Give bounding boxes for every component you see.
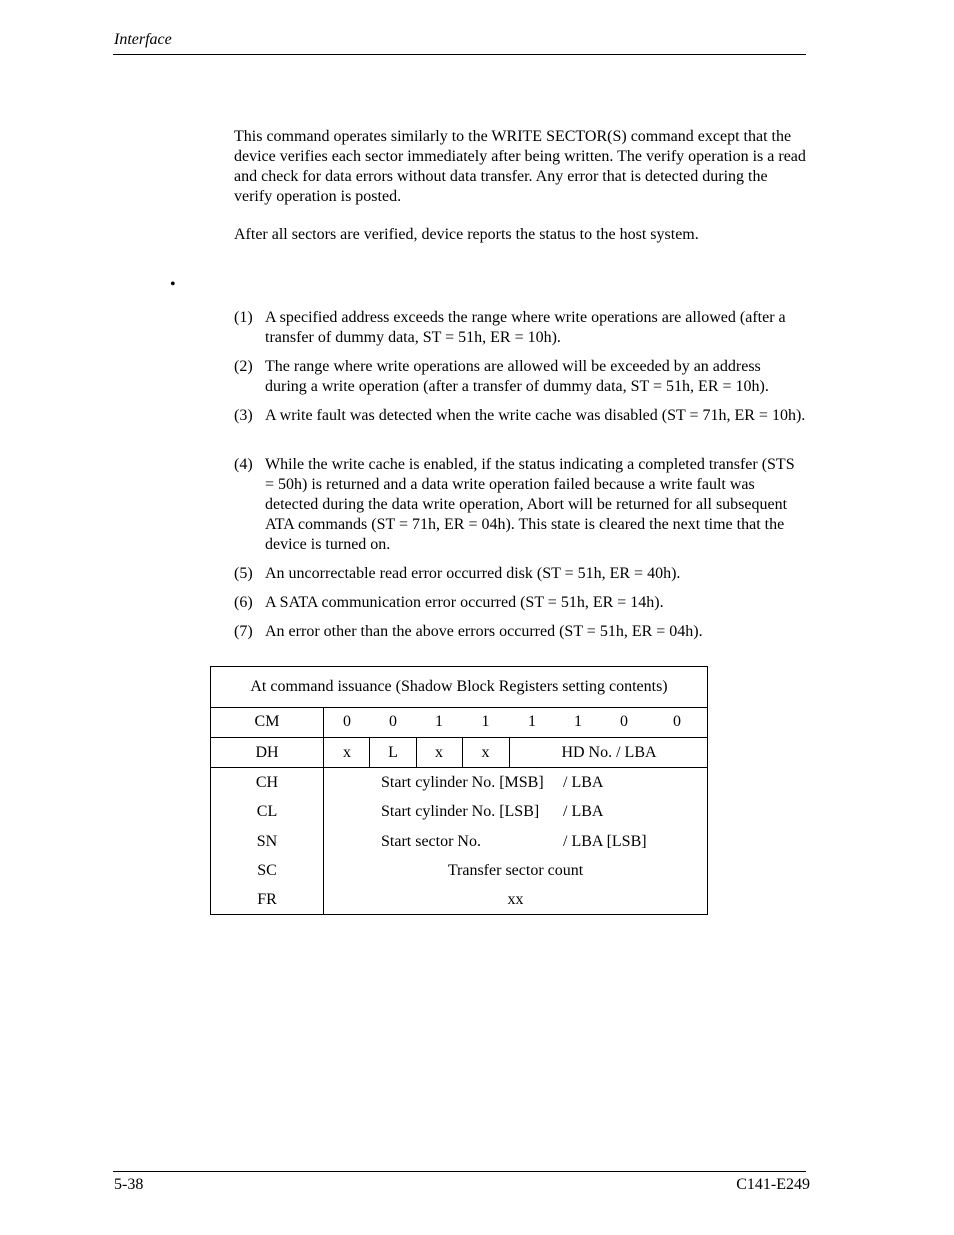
dh-label: DH — [255, 744, 279, 761]
status-paragraph: After all sectors are verified, device reports the status to the host system. — [234, 226, 699, 243]
dh-bit-5: x — [435, 744, 443, 761]
document-id: C141-E249 — [736, 1176, 810, 1193]
sc-value: Transfer sector count — [447, 862, 584, 879]
error-text: An uncorrectable read error occurred disk (ST = 51h, ER = 40h). — [265, 565, 681, 582]
table-title: At command issuance (Shadow Block Registers setting contents) — [250, 678, 668, 695]
header-rule — [113, 54, 806, 55]
fr-value: xx — [507, 891, 524, 908]
error-number: (4) — [234, 456, 253, 473]
cm-bit-1: 0 — [620, 713, 628, 730]
cl-lba: / LBA — [563, 803, 604, 820]
dh-bit-4: x — [481, 744, 490, 761]
error-number: (6) — [234, 594, 253, 611]
cm-label: CM — [254, 713, 280, 730]
error-number: (7) — [234, 623, 253, 640]
cl-value: Start cylinder No. [LSB] — [381, 803, 540, 820]
dh-bit-7: x — [343, 744, 351, 761]
sn-value: Start sector No. — [381, 833, 481, 850]
error-text: An error other than the above errors occurred (ST = 51h, ER = 04h). — [265, 623, 703, 640]
cm-bit-4: 1 — [481, 713, 490, 730]
cm-bit-2: 1 — [574, 713, 582, 730]
table-rule — [211, 737, 707, 738]
error-text: A specified address exceeds the range where write operations are allowed (after a transfer of dummy data, ST = 51h, ER = 10h). — [265, 309, 786, 346]
sn-label: SN — [256, 833, 278, 850]
cm-bit-7: 0 — [343, 713, 351, 730]
footer-rule — [113, 1171, 806, 1172]
error-text: While the write cache is enabled, if the status indicating a completed transfer (STS = 50h) is returned and a data write operation failed because a write fault was detected during the data write operation, Abort will be returned for all subsequent ATA commands (ST = 71h, ER = 04h). This state is cleared the next time that the device is turned on. — [265, 456, 795, 553]
table-rule — [211, 767, 707, 768]
error-text: A write fault was detected when the write cache was disabled (ST = 71h, ER = 10h). — [265, 407, 806, 424]
dh-bit-6: L — [388, 744, 398, 761]
sn-lba: / LBA [LSB] — [563, 833, 647, 850]
description-paragraph: This command operates similarly to the WRITE SECTOR(S) command except that the device verifies each sector immediately after being written. The verify operation is a read and check for data errors without data transfer. Any error that is detected during the verify operation is posted. — [234, 128, 806, 205]
ch-value: Start cylinder No. [MSB] — [381, 774, 544, 791]
error-number: (2) — [234, 358, 253, 375]
cm-bit-0: 0 — [673, 713, 681, 730]
register-table — [210, 666, 708, 915]
table-rule — [509, 737, 510, 767]
table-rule — [211, 707, 707, 708]
sc-label: SC — [257, 862, 277, 879]
error-list-bullet: • — [170, 276, 176, 293]
cm-bit-6: 0 — [389, 713, 397, 730]
ch-lba: / LBA — [563, 774, 604, 791]
cm-bit-5: 1 — [435, 713, 443, 730]
dh-hd-lba: HD No. / LBA — [561, 744, 657, 761]
cl-label: CL — [256, 803, 278, 820]
table-rule — [323, 707, 324, 914]
page-number: 5-38 — [114, 1176, 144, 1193]
error-number: (3) — [234, 407, 253, 424]
error-text: The range where write operations are allowed will be exceeded by an address during a write operation (after a transfer of dummy data, ST = 51h, ER = 10h). — [265, 358, 769, 395]
fr-label: FR — [257, 891, 277, 908]
cm-bit-3: 1 — [528, 713, 536, 730]
error-text: A SATA communication error occurred (ST = 51h, ER = 14h). — [265, 594, 664, 611]
error-number: (5) — [234, 565, 253, 582]
running-header: Interface — [114, 31, 172, 48]
error-number: (1) — [234, 309, 253, 326]
ch-label: CH — [255, 774, 279, 791]
